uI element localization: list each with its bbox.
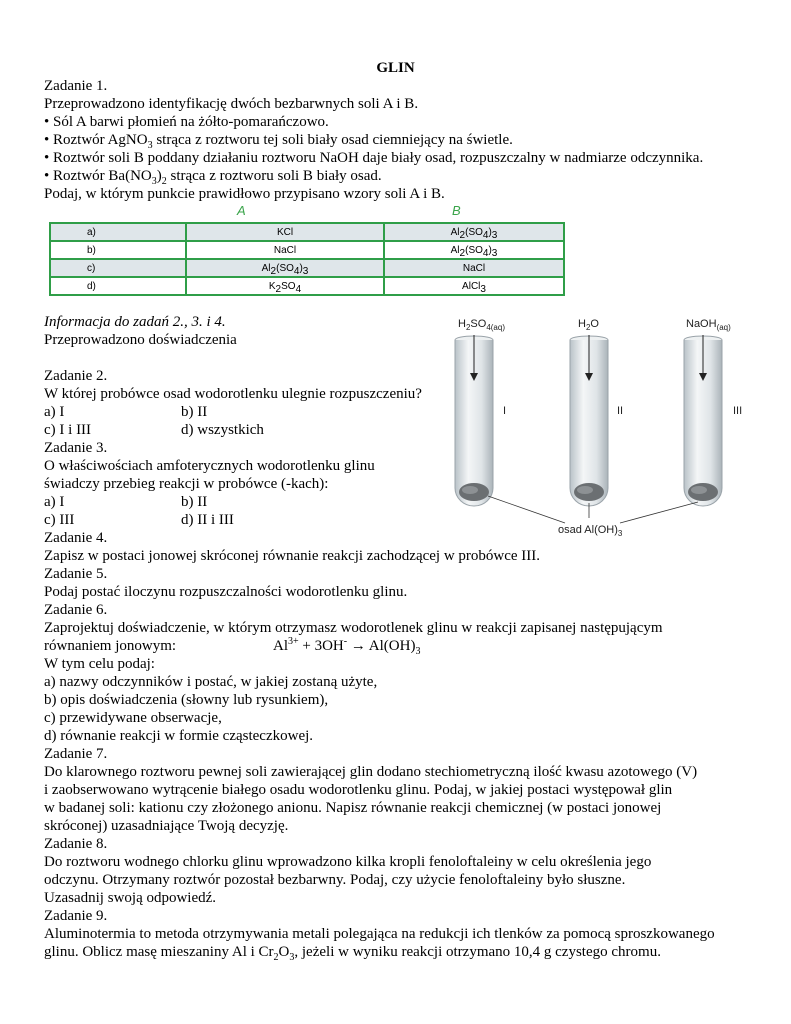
task-1-bullet-4: • Roztwór $Ba(NO_3)_2$ strąca z roztworu soli B biały osad. bbox=[44, 168, 382, 187]
task-3-option-a: a) I bbox=[44, 494, 65, 510]
task-1-heading: Zadanie 1. bbox=[44, 78, 108, 94]
task-9-heading: Zadanie 9. bbox=[44, 908, 108, 924]
task-8-line-2: odczynu. Otrzymany roztwór pozostał bezbarwny. Podaj, czy użycie fenoloftaleiny było słuszne. bbox=[44, 872, 626, 888]
task-2-option-a: a) I bbox=[44, 404, 65, 420]
table-row bbox=[50, 241, 564, 259]
task-2-heading: Zadanie 2. bbox=[44, 368, 108, 384]
task-1-intro: Przeprowadzono identyfikację dwóch bezbarwnych soli A i B. bbox=[44, 96, 419, 112]
task-9-line-2: glinu. Oblicz masę mieszaniny Al i $Cr_2O_3$, jeżeli w wyniku reakcji otrzymano 10,4 g czystego chromu. bbox=[44, 944, 661, 963]
row-label: b) bbox=[50, 241, 186, 259]
task-7-line-4: skróconej) uzasadniające Twoją decyzję. bbox=[44, 818, 289, 834]
task-6-item-c: c) przewidywane obserwacje, bbox=[44, 710, 222, 726]
task-8-line-3: Uzasadnij swoją odpowiedź. bbox=[44, 890, 217, 906]
task-6-question-1: Zaprojektuj doświadczenie, w którym otrzymasz wodorotlenek glinu w reakcji zapisanej następującym bbox=[44, 620, 663, 636]
info-text: Przeprowadzono doświadczenia bbox=[44, 332, 237, 348]
info-heading: Informacja do zadań 2., 3. i 4. bbox=[44, 314, 226, 330]
tube-label-3: III bbox=[733, 405, 743, 417]
reagent-naoh-label: NaOH$_{(aq)}$ bbox=[686, 318, 731, 332]
task-7-line-2: i zaobserwowano wytrącenie białego osadu wodorotlenku glinu. Podaj, w jakiej postaci występował glin bbox=[44, 782, 673, 798]
test-tube-1 bbox=[455, 335, 493, 506]
task-3-option-d: d) II i III bbox=[181, 512, 234, 528]
task-3-option-c: c) III bbox=[44, 512, 75, 528]
task-6-item-a: a) nazwy odczynników i postać, w jakiej zostaną użyte, bbox=[44, 674, 378, 690]
table-header-b: B bbox=[452, 203, 461, 218]
task-7-heading: Zadanie 7. bbox=[44, 746, 108, 762]
ionic-equation: $Al^{3+} + 3OH^- \to Al(OH)_3$ bbox=[273, 636, 421, 657]
reagent-h2so4-label: $H_2SO_{4(aq)}$ bbox=[458, 318, 505, 332]
task-7-line-3: w badanej soli: kationu czy złożonego anionu. Napisz równanie reakcji chemicznej (w postaci jonowej bbox=[44, 800, 662, 816]
cell-salt-b: $Al_2(SO_4)_3$ bbox=[384, 223, 564, 241]
task-1-question: Podaj, w którym punkcie prawidłowo przypisano wzory soli A i B. bbox=[44, 186, 445, 202]
task-6-item-d: d) równanie reakcji w formie cząsteczkowej. bbox=[44, 728, 314, 744]
test-tubes-figure bbox=[440, 310, 780, 540]
task-2-option-d: d) wszystkich bbox=[181, 422, 264, 438]
tube-label-2: II bbox=[617, 405, 624, 417]
task-3-option-b: b) II bbox=[181, 494, 208, 510]
task-2-question: W której probówce osad wodorotlenku ulegnie rozpuszczeniu? bbox=[44, 386, 422, 402]
task-2-option-b: b) II bbox=[181, 404, 208, 420]
tube-label-1: I bbox=[503, 405, 507, 417]
cell-salt-a: $Al_2(SO_4)_3$ bbox=[186, 259, 384, 277]
task-1-bullet-2: • Roztwór AgNO$_3$ strąca z roztworu tej soli biały osad ciemniejący na świetle. bbox=[44, 132, 513, 151]
task-6-heading: Zadanie 6. bbox=[44, 602, 108, 618]
answer-table bbox=[49, 222, 565, 296]
task-8-heading: Zadanie 8. bbox=[44, 836, 108, 852]
task-9-line-1: Aluminotermia to metoda otrzymywania metali polegająca na redukcji ich tlenków za pomocą sproszkowanego bbox=[44, 926, 715, 942]
precipitate-label: osad $Al(OH)_3$ bbox=[558, 524, 623, 538]
test-tube-2 bbox=[570, 335, 608, 506]
reagent-h2o-label: $H_2O$ bbox=[578, 318, 599, 332]
task-3-question-1: O właściwościach amfoterycznych wodorotlenku glinu bbox=[44, 458, 375, 474]
page-title: GLIN bbox=[376, 60, 415, 76]
row-label: d) bbox=[50, 277, 186, 295]
table-row bbox=[50, 277, 564, 295]
row-label: a) bbox=[50, 223, 186, 241]
cell-salt-a: $K_2SO_4$ bbox=[186, 277, 384, 295]
task-6-instruction: W tym celu podaj: bbox=[44, 656, 155, 672]
cell-salt-b: NaCl bbox=[384, 259, 564, 277]
row-label: c) bbox=[50, 259, 186, 277]
task-5-heading: Zadanie 5. bbox=[44, 566, 108, 582]
task-4-question: Zapisz w postaci jonowej skróconej równanie reakcji zachodzącej w probówce III. bbox=[44, 548, 541, 564]
task-6-question-2: równaniem jonowym: bbox=[44, 638, 177, 654]
task-6-item-b: b) opis doświadczenia (słowny lub rysunkiem), bbox=[44, 692, 329, 708]
task-3-heading: Zadanie 3. bbox=[44, 440, 108, 456]
cell-salt-b: AlCl$_3$ bbox=[384, 277, 564, 295]
table-header-a: A bbox=[237, 203, 246, 218]
task-1-bullet-1: • Sól A barwi płomień na żółto-pomarańczowo. bbox=[44, 114, 329, 130]
task-5-question: Podaj postać iloczynu rozpuszczalności wodorotlenku glinu. bbox=[44, 584, 408, 600]
cell-salt-a: NaCl bbox=[186, 241, 384, 259]
cell-salt-a: KCl bbox=[186, 223, 384, 241]
task-1-bullet-3: • Roztwór soli B poddany działaniu roztworu NaOH daje biały osad, rozpuszczalny w nadmiarze odczynnika. bbox=[44, 150, 704, 166]
task-7-line-1: Do klarownego roztworu pewnej soli zawierającej glin dodano stechiometryczną ilość kwasu azotowego (V) bbox=[44, 764, 698, 780]
table-row bbox=[50, 259, 564, 277]
table-row bbox=[50, 223, 564, 241]
test-tube-3 bbox=[684, 335, 722, 506]
task-3-question-2: świadczy przebieg reakcji w probówce (-kach): bbox=[44, 476, 329, 492]
cell-salt-b: $Al_2(SO_4)_3$ bbox=[384, 241, 564, 259]
task-4-heading: Zadanie 4. bbox=[44, 530, 108, 546]
task-2-option-c: c) I i III bbox=[44, 422, 92, 438]
task-8-line-1: Do roztworu wodnego chlorku glinu wprowadzono kilka kropli fenoloftaleiny w celu określenia jego bbox=[44, 854, 652, 870]
